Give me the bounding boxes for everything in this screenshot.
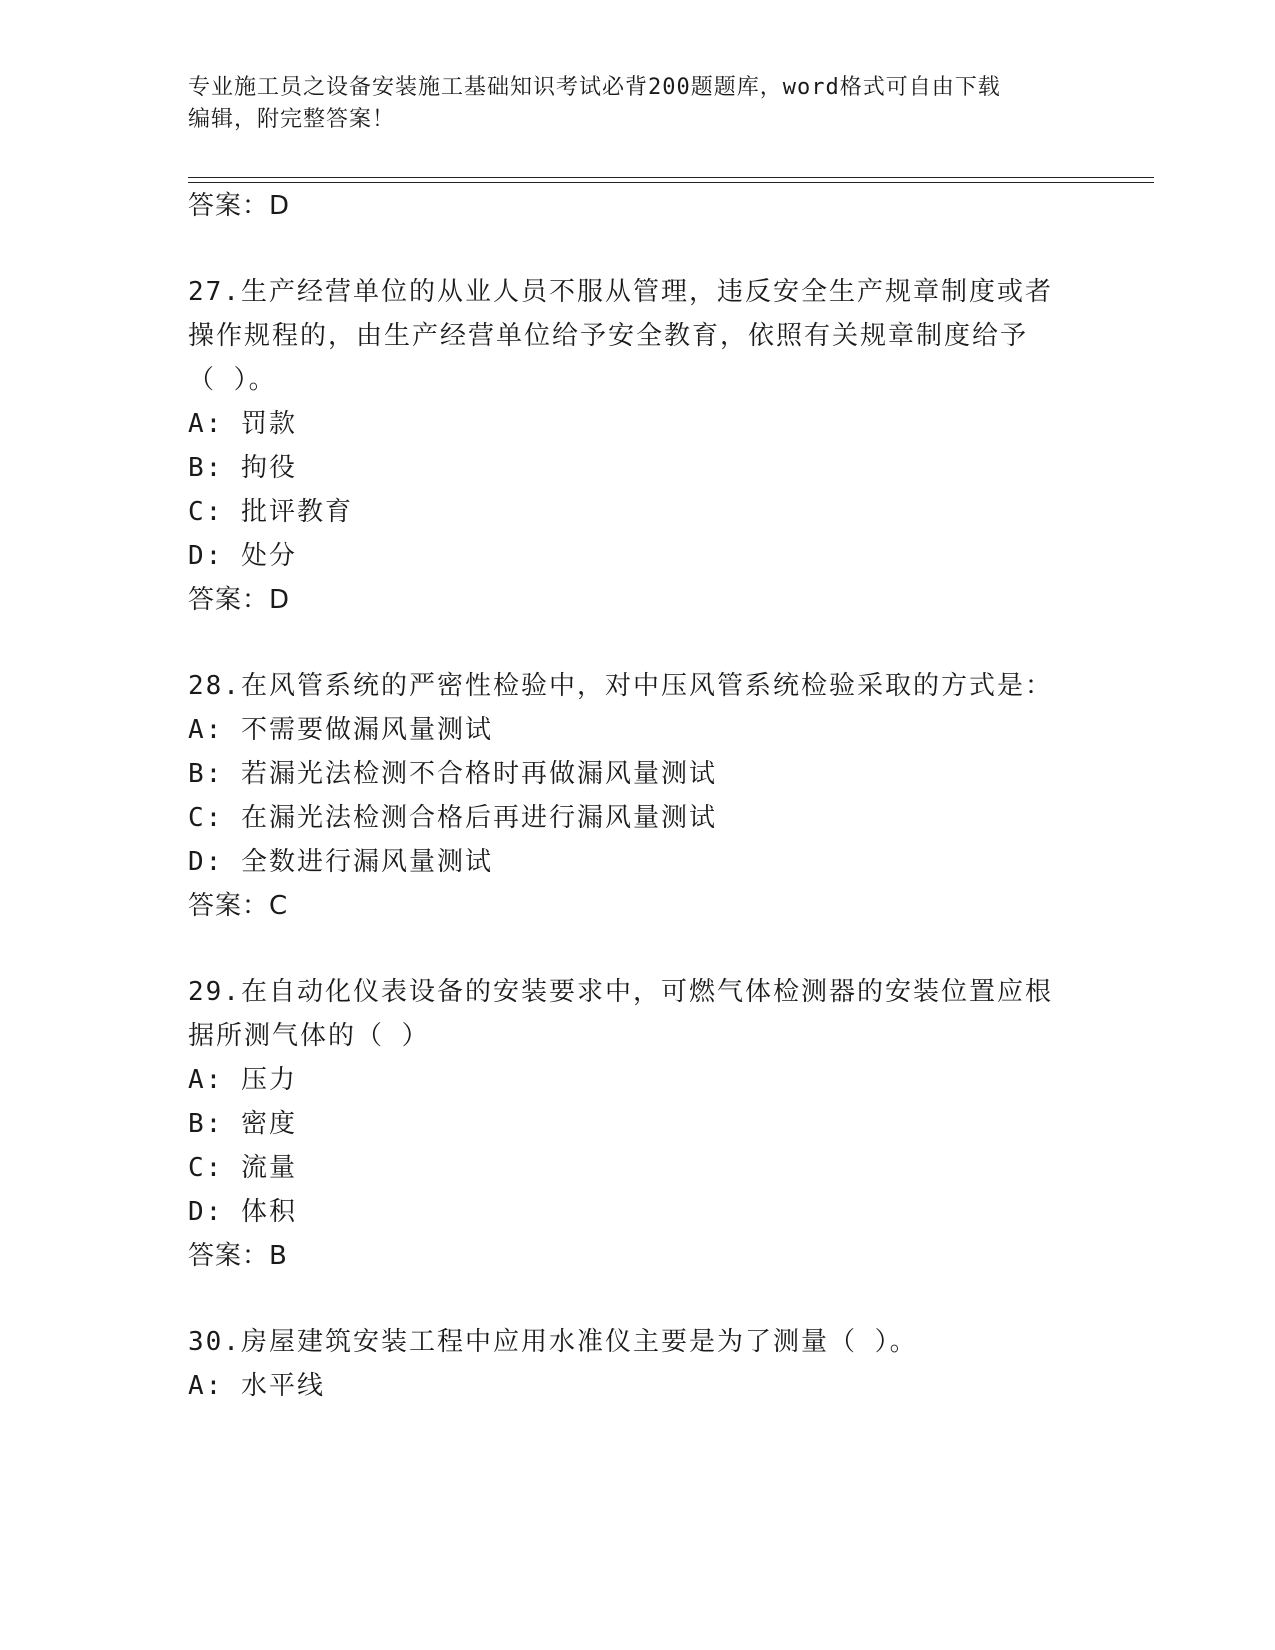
document-header <box>188 72 1068 136</box>
option-a: A: 罚款 <box>188 409 297 439</box>
answer-line: 答案：B <box>188 1241 288 1271</box>
answer-line: 答案：C <box>188 891 289 921</box>
answer-line: 答案：D <box>188 585 291 615</box>
header-rule-top <box>188 177 1154 178</box>
option-c: C: 在漏光法检测合格后再进行漏风量测试 <box>188 803 717 833</box>
question-stem: 29.在自动化仪表设备的安装要求中，可燃气体检测器的安装位置应根 <box>188 977 1053 1007</box>
answer-line: 答案：D <box>188 191 291 221</box>
option-c: C: 流量 <box>188 1153 297 1183</box>
option-a: A: 水平线 <box>188 1371 325 1401</box>
option-d: D: 全数进行漏风量测试 <box>188 847 493 877</box>
question-stem: 操作规程的，由生产经营单位给予安全教育，依照有关规章制度给予 <box>188 321 1029 351</box>
header-rule-bottom <box>188 182 1154 183</box>
option-c: C: 批评教育 <box>188 497 353 527</box>
question-stem: 30.房屋建筑安装工程中应用水准仪主要是为了测量（ ）。 <box>188 1327 918 1357</box>
header-line-1: 专业施工员之设备安装施工基础知识考试必背200题题库，word格式可自由下载 <box>188 75 1001 100</box>
question-stem: 27.生产经营单位的从业人员不服从管理，违反安全生产规章制度或者 <box>188 277 1053 307</box>
option-a: A: 压力 <box>188 1065 297 1095</box>
option-a: A: 不需要做漏风量测试 <box>188 715 493 745</box>
question-stem: 28.在风管系统的严密性检验中，对中压风管系统检验采取的方式是： <box>188 671 1053 701</box>
option-b: B: 密度 <box>188 1109 297 1139</box>
option-b: B: 若漏光法检测不合格时再做漏风量测试 <box>188 759 717 789</box>
header-line-2: 编辑，附完整答案！ <box>188 107 396 132</box>
option-b: B: 拘役 <box>188 453 297 483</box>
option-d: D: 体积 <box>188 1197 297 1227</box>
question-stem: （ ）。 <box>188 365 277 395</box>
question-stem: 据所测气体的（ ） <box>188 1021 430 1051</box>
option-d: D: 处分 <box>188 541 297 571</box>
